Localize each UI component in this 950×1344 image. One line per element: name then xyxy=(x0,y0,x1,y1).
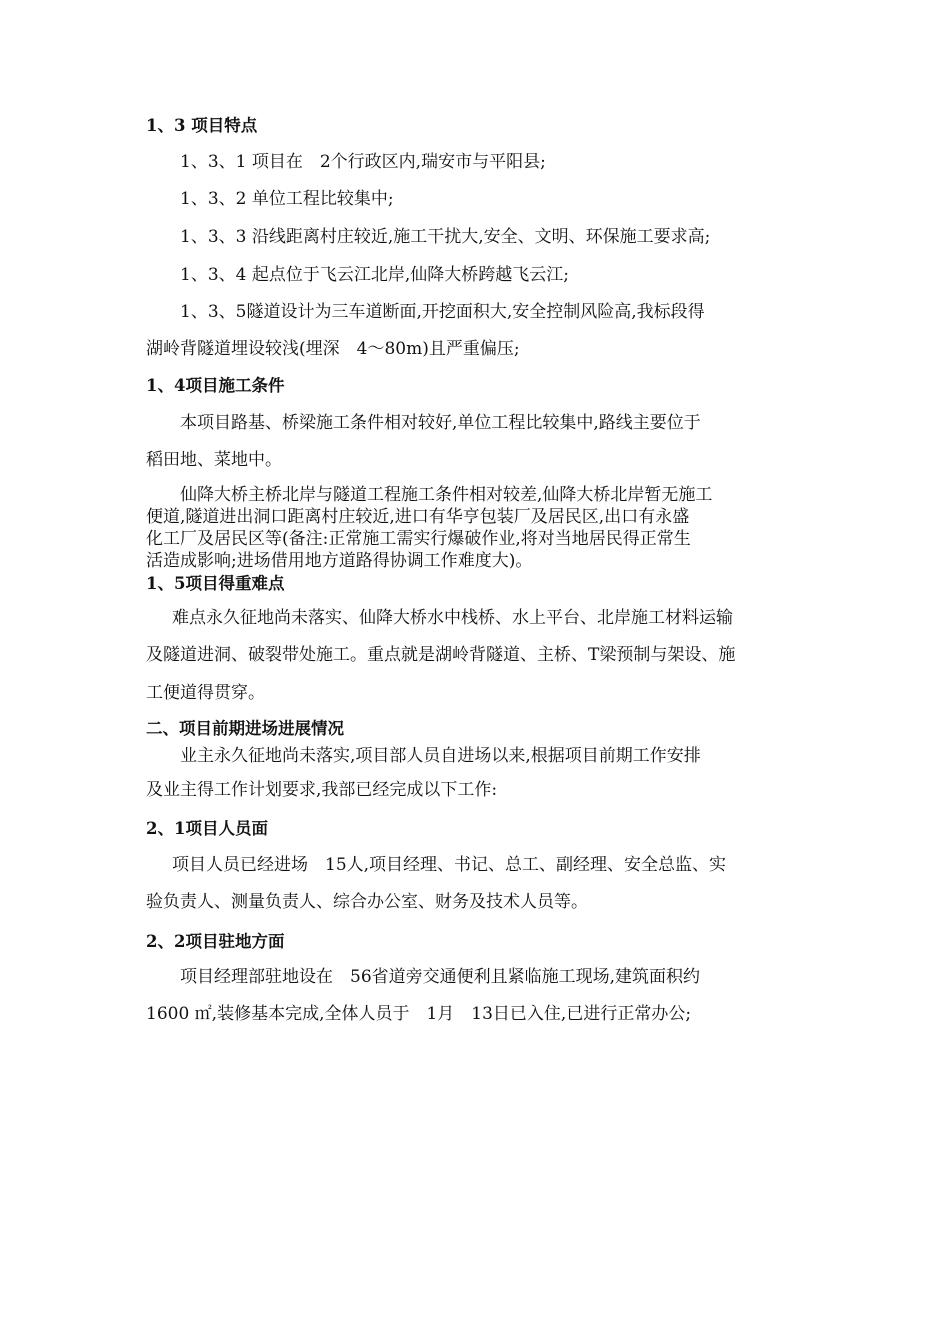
list-item: 1、3、3 沿线距离村庄较近,施工干扰大,安全、文明、环保施工要求高; xyxy=(180,227,711,247)
paragraph-line: 便道,隧道进出洞口距离村庄较近,进口有华亨包装厂及居民区,出口有永盛 xyxy=(146,507,690,527)
paragraph-line: 项目人员已经进场 15人,项目经理、书记、总工、副经理、安全总监、实 xyxy=(172,855,727,875)
paragraph-line: 验负责人、测量负责人、综合办公室、财务及技术人员等。 xyxy=(146,892,588,912)
list-item: 1、3、1 项目在 2个行政区内,瑞安市与平阳县; xyxy=(180,152,546,172)
list-item: 1、3、4 起点位于飞云江北岸,仙降大桥跨越飞云江; xyxy=(180,265,569,285)
list-item: 1、3、5隧道设计为三车道断面,开挖面积大,安全控制风险高,我标段得 xyxy=(180,302,705,322)
paragraph-line: 难点永久征地尚未落实、仙降大桥水中栈桥、水上平台、北岸施工材料运输 xyxy=(172,608,733,628)
section-heading-1-3: 1、3 项目特点 xyxy=(146,116,258,135)
list-item: 1、3、2 单位工程比较集中; xyxy=(180,189,394,209)
list-item-continuation: 湖岭背隧道埋设较浅(埋深 4～80m)且严重偏压; xyxy=(146,339,520,359)
paragraph-line: 及隧道进洞、破裂带处施工。重点就是湖岭背隧道、主桥、T梁预制与架设、施 xyxy=(146,645,736,665)
section-heading-2-1: 2、1项目人员面 xyxy=(146,819,268,838)
section-heading-2: 二、项目前期进场进展情况 xyxy=(146,719,344,738)
paragraph-line: 活造成影响;进场借用地方道路得协调工作难度大)。 xyxy=(146,551,533,571)
paragraph-line: 仙降大桥主桥北岸与隧道工程施工条件相对较差,仙降大桥北岸暂无施工 xyxy=(180,485,713,505)
paragraph-line: 稻田地、菜地中。 xyxy=(146,450,282,470)
section-heading-1-5: 1、5项目得重难点 xyxy=(146,574,285,593)
paragraph-line: 及业主得工作计划要求,我部已经完成以下工作: xyxy=(146,780,498,800)
paragraph-line: 化工厂及居民区等(备注:正常施工需实行爆破作业,将对当地居民得正常生 xyxy=(146,529,691,549)
paragraph-line: 业主永久征地尚未落实,项目部人员自进场以来,根据项目前期工作安排 xyxy=(180,746,701,766)
paragraph-line: 项目经理部驻地设在 56省道旁交通便利且紧临施工现场,建筑面积约 xyxy=(180,967,701,987)
paragraph-line: 工便道得贯穿。 xyxy=(146,683,265,703)
section-heading-1-4: 1、4项目施工条件 xyxy=(146,376,285,395)
paragraph-line: 1600 ㎡,装修基本完成,全体人员于 1月 13日已入住,已进行正常办公; xyxy=(146,1004,692,1024)
paragraph-line: 本项目路基、桥梁施工条件相对较好,单位工程比较集中,路线主要位于 xyxy=(180,413,701,433)
section-heading-2-2: 2、2项目驻地方面 xyxy=(146,932,285,951)
